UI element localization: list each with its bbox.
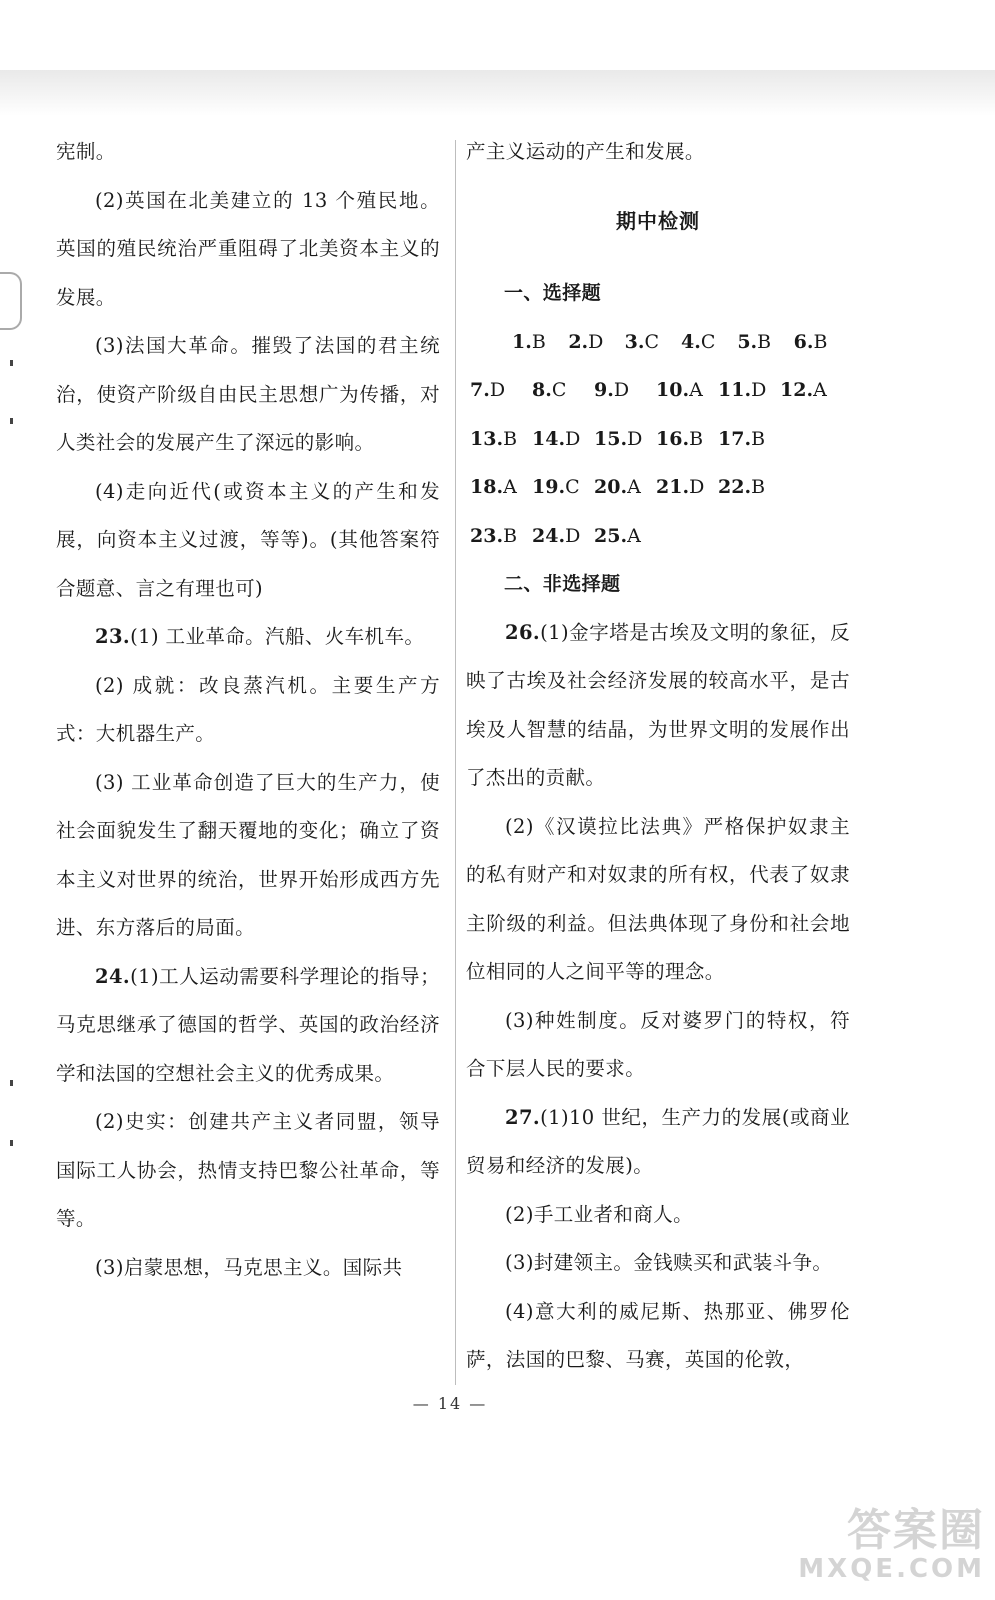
question-number: 24.	[95, 964, 131, 988]
answer-text: 宪制。	[56, 140, 116, 163]
left-column	[56, 128, 440, 1292]
choice-letter: D	[751, 379, 767, 401]
answer-paragraph	[466, 997, 850, 1094]
answer-paragraph	[466, 1288, 850, 1385]
question-number: 16.	[656, 427, 690, 450]
answer-paragraph	[56, 613, 440, 662]
choice-answer	[512, 318, 568, 367]
watermark-latin: MXQE.COM	[798, 1554, 985, 1584]
choice-letter: B	[751, 427, 766, 450]
choice-letter: A	[689, 379, 703, 401]
answer-text: (2)英国在北美建立的 13 个殖民地。英国的殖民统治严重阻碍了北美资本主义的发展。	[56, 188, 440, 309]
column-divider	[455, 140, 456, 1385]
answer-paragraph	[466, 609, 850, 803]
choice-letter: B	[531, 330, 546, 353]
question-number: 27.	[505, 1105, 541, 1129]
answer-text: (1)工人运动需要科学理论的指导；马克思继承了德国的哲学、英国的政治经济学和法国的空想社会主义的优秀成果。	[56, 964, 440, 1085]
answer-text: (3)法国大革命。摧毁了法国的君主统治，使资产阶级自由民主思想广为传播，对人类社会的发展产生了深远的影响。	[56, 334, 440, 454]
choice-answer	[625, 318, 681, 367]
answer-paragraph	[56, 128, 440, 177]
choice-answer	[594, 512, 656, 561]
question-number: 22.	[718, 476, 752, 498]
choice-answer	[718, 463, 780, 512]
choice-answer	[718, 415, 780, 464]
question-number: 8.	[532, 379, 552, 401]
answer-text: (3)启蒙思想，马克思主义。国际共	[95, 1255, 403, 1279]
section-heading-nonchoice: 二、非选择题	[504, 573, 621, 595]
choice-letter: D	[689, 476, 705, 498]
question-number: 19.	[532, 476, 566, 498]
choice-letter: D	[489, 379, 506, 401]
choice-letter: B	[689, 427, 704, 450]
answer-row	[466, 463, 850, 512]
question-number: 6.	[793, 330, 814, 353]
margin-mark	[10, 1080, 13, 1086]
answer-paragraph	[466, 803, 850, 997]
choice-answer	[780, 366, 842, 415]
answer-row	[466, 415, 850, 464]
question-number: 15.	[594, 427, 628, 450]
choice-answer	[656, 366, 718, 415]
question-number: 12.	[780, 379, 814, 401]
answer-paragraph	[56, 759, 440, 953]
choice-letter: C	[700, 330, 716, 353]
choice-answer	[532, 512, 594, 561]
choice-answer	[532, 463, 594, 512]
answer-paragraph	[56, 1098, 440, 1244]
right-column	[466, 128, 850, 1385]
answer-text: (2)《汉谟拉比法典》严格保护奴隶主的私有财产和对奴隶的所有权，代表了奴隶主阶级的利益。但法典体现了身份和社会地位相同的人之间平等的理念。	[466, 814, 850, 983]
question-number: 23.	[95, 625, 131, 648]
question-number: 3.	[624, 330, 645, 353]
answer-paragraph	[466, 1191, 850, 1240]
margin-stamp	[0, 272, 22, 330]
choice-letter: D	[627, 427, 643, 450]
choice-letter: D	[565, 427, 581, 450]
answer-text: (1)10 世纪，生产力的发展(或商业贸易和经济的发展)。	[466, 1105, 850, 1177]
choice-answer	[718, 366, 780, 415]
choice-letter: D	[588, 330, 604, 353]
answer-text: (2)手工业者和商人。	[505, 1202, 694, 1226]
choice-letter: A	[627, 476, 641, 498]
margin-mark	[10, 418, 13, 424]
choice-letter: A	[627, 524, 641, 547]
question-number: 23.	[470, 524, 504, 547]
question-number: 17.	[718, 427, 752, 450]
answer-paragraph	[466, 1094, 850, 1191]
choice-letter: B	[503, 427, 518, 450]
choice-answer	[794, 318, 850, 367]
answer-paragraph	[466, 1239, 850, 1288]
question-number: 14.	[532, 427, 566, 450]
question-number: 7.	[470, 379, 490, 401]
choice-letter: C	[644, 330, 660, 353]
choice-answer	[594, 366, 656, 415]
margin-mark	[10, 360, 13, 366]
section-title: 期中检测	[616, 208, 700, 233]
question-number: 20.	[594, 476, 628, 498]
question-number: 13.	[470, 427, 504, 450]
choice-letter: A	[503, 476, 517, 498]
choice-letter: B	[757, 330, 772, 353]
choice-letter: C	[551, 379, 567, 401]
answer-paragraph	[56, 177, 440, 323]
answer-text: (1) 工业革命。汽船、火车机车。	[130, 625, 425, 648]
answer-row	[466, 366, 850, 415]
answer-text: (3)封建领主。金钱赎买和武装斗争。	[505, 1251, 833, 1274]
answer-paragraph	[56, 953, 440, 1099]
answer-grid	[466, 318, 850, 561]
question-number: 11.	[718, 379, 752, 401]
page-number: — 14 —	[412, 1394, 488, 1413]
choice-letter: D	[613, 379, 630, 401]
choice-answer	[470, 415, 532, 464]
continuation-line: 产主义运动的产生和发展。	[466, 140, 705, 163]
choice-answer	[568, 318, 624, 367]
answer-text: (4)走向近代(或资本主义的产生和发展，向资本主义过渡，等等)。(其他答案符合题意、言之有理也可)	[56, 479, 440, 600]
choice-answer	[532, 366, 594, 415]
choice-answer	[656, 463, 718, 512]
choice-answer	[532, 415, 594, 464]
choice-letter: B	[503, 524, 518, 547]
choice-answer	[470, 512, 532, 561]
question-number: 4.	[680, 330, 701, 353]
choice-letter: C	[565, 476, 580, 498]
margin-mark	[10, 1140, 13, 1146]
question-number: 1.	[512, 330, 532, 353]
answer-row	[466, 318, 850, 367]
answer-paragraph	[56, 662, 440, 759]
answer-paragraphs	[466, 609, 850, 1385]
question-number: 26.	[505, 620, 541, 644]
choice-answer	[656, 415, 718, 464]
choice-answer	[470, 463, 532, 512]
question-number: 5.	[737, 330, 758, 353]
section-heading-choice: 一、选择题	[504, 282, 602, 304]
question-number: 9.	[594, 379, 614, 401]
choice-letter: B	[813, 330, 828, 353]
question-number: 10.	[656, 379, 690, 401]
choice-letter: D	[565, 524, 581, 547]
choice-answer	[737, 318, 793, 367]
answer-paragraph	[56, 468, 440, 614]
answer-text: (1)金字塔是古埃及文明的象征，反映了古埃及社会经济发展的较高水平，是古埃及人智慧的结晶，为世界文明的发展作出了杰出的贡献。	[466, 620, 850, 789]
answer-paragraph	[56, 1244, 440, 1293]
choice-answer	[594, 463, 656, 512]
scan-shadow	[0, 70, 995, 116]
question-number: 21.	[656, 476, 690, 498]
choice-answer	[594, 415, 656, 464]
watermark-chinese: 答案圈	[847, 1505, 985, 1556]
answer-text: (4)意大利的威尼斯、热那亚、佛罗伦萨，法国的巴黎、马赛，英国的伦敦，	[466, 1299, 850, 1371]
answer-text: (3) 工业革命创造了巨大的生产力，使社会面貌发生了翻天覆地的变化；确立了资本主义对世界的统治，世界开始形成西方先进、东方落后的局面。	[56, 770, 440, 939]
question-number: 2.	[568, 330, 589, 353]
choice-letter: B	[751, 476, 766, 498]
answer-paragraph	[56, 322, 440, 468]
answer-text: (2) 成就：改良蒸汽机。主要生产方式：大机器生产。	[56, 673, 440, 745]
answer-row	[466, 512, 850, 561]
watermark-logo	[765, 1505, 985, 1588]
answer-text: (3)种姓制度。反对婆罗门的特权，符合下层人民的要求。	[466, 1008, 850, 1080]
choice-letter: A	[813, 379, 827, 401]
choice-answer	[681, 318, 737, 367]
question-number: 25.	[594, 524, 628, 547]
choice-answer	[470, 366, 532, 415]
answer-text: (2)史实：创建共产主义者同盟，领导国际工人协会，热情支持巴黎公社革命，等等。	[56, 1110, 440, 1230]
question-number: 24.	[532, 524, 566, 547]
question-number: 18.	[470, 476, 504, 498]
